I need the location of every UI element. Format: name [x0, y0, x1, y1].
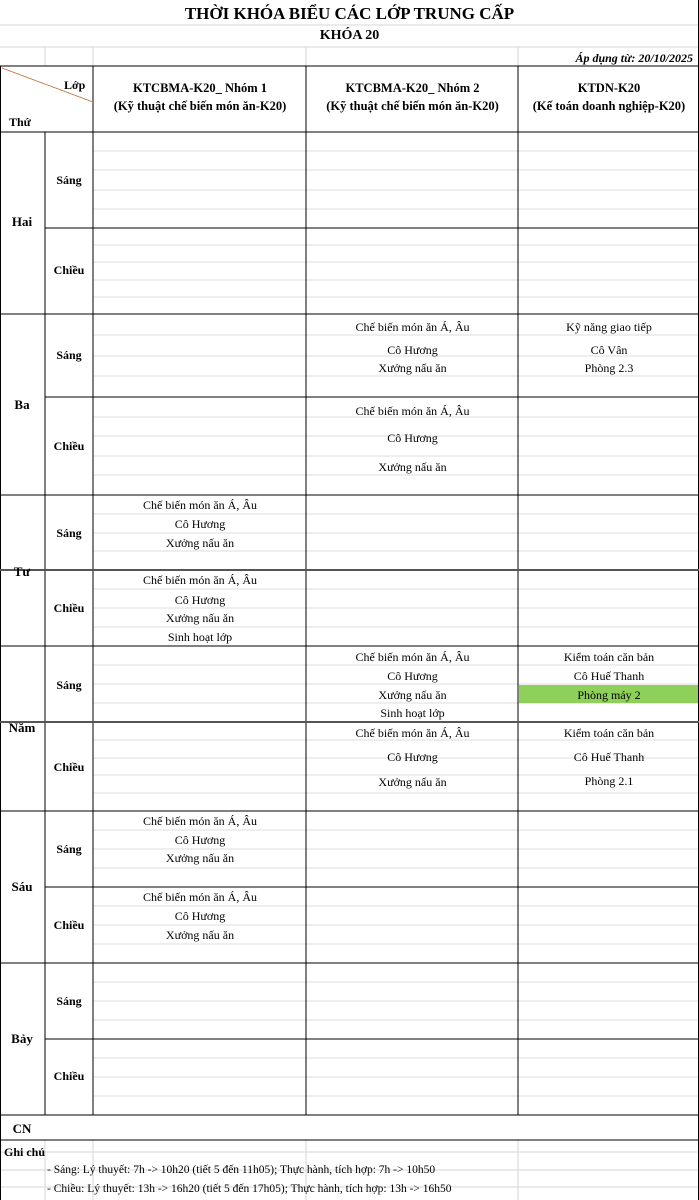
- session-chieu: Chiều: [53, 1069, 85, 1083]
- subject-name: Kỹ năng giao tiếp: [566, 320, 652, 334]
- teacher-name: Cô Hương: [174, 833, 226, 847]
- teacher-name: Cô Huế Thanh: [573, 750, 645, 764]
- session-sang: Sáng: [56, 348, 82, 362]
- room-name: Xưởng nấu ăn: [165, 611, 235, 625]
- subject-name: Chế biến món ăn Á, Âu: [355, 650, 470, 664]
- subject-name: Chế biến món ăn Á, Âu: [355, 726, 470, 740]
- room-name: Xưởng nấu ăn: [165, 928, 235, 942]
- class-2-name: (Kỹ thuật chế biến món ăn-K20): [326, 99, 499, 113]
- session-sang: Sáng: [56, 842, 82, 856]
- room-name: Phòng 2.1: [584, 774, 634, 788]
- class-1-name: (Kỹ thuật chế biến món ăn-K20): [113, 99, 287, 113]
- note-line-morning: - Sáng: Lý thuyết: 7h -> 10h20 (tiết 5 đến 11h05); Thực hành, tích hợp: 7h -> 10h50: [47, 1164, 436, 1176]
- teacher-name: Cô Hương: [387, 343, 438, 357]
- day-sau: Sáu: [11, 879, 33, 894]
- subject-name: Chế biến món ăn Á, Âu: [143, 890, 257, 904]
- subject-name: Kiểm toán căn bản: [563, 726, 655, 740]
- header-thu: Thứ: [9, 115, 31, 129]
- session-chieu: Chiều: [53, 439, 85, 453]
- session-sang: Sáng: [56, 173, 82, 187]
- page-title: THỜI KHÓA BIỂU CÁC LỚP TRUNG CẤP: [184, 4, 515, 23]
- teacher-name: Cô Hương: [174, 593, 226, 607]
- day-cn: CN: [12, 1121, 32, 1136]
- session-sang: Sáng: [56, 994, 82, 1008]
- room-name: Phòng 2.3: [584, 361, 634, 375]
- subject-name: Chế biến món ăn Á, Âu: [143, 573, 257, 587]
- room-name: Xưởng nấu ăn: [378, 460, 447, 474]
- session-sang: Sáng: [56, 526, 82, 540]
- session-chieu: Chiều: [53, 601, 85, 615]
- note-line-afternoon: - Chiều: Lý thuyết: 13h -> 16h20 (tiết 5 đến 17h05); Thực hành, tích hợp: 13h -> 16h50: [47, 1183, 452, 1195]
- subject-name: Chế biến món ăn Á, Âu: [143, 814, 257, 828]
- room-name: Xưởng nấu ăn: [165, 536, 235, 550]
- class-3-code: KTDN-K20: [577, 81, 641, 95]
- class-activity: Sinh hoạt lớp: [380, 706, 445, 720]
- room-name: Xưởng nấu ăn: [378, 361, 447, 375]
- class-activity: Sinh hoạt lớp: [167, 630, 233, 644]
- class-2-code: KTCBMA-K20_ Nhóm 2: [345, 81, 480, 95]
- room-name: Phòng máy 2: [577, 688, 641, 702]
- day-ba: Ba: [14, 397, 30, 412]
- teacher-name: Cô Hương: [174, 517, 226, 531]
- room-name: Xưởng nấu ăn: [378, 688, 447, 702]
- session-chieu: Chiều: [53, 760, 85, 774]
- subject-name: Chế biến món ăn Á, Âu: [355, 404, 470, 418]
- class-1-code: KTCBMA-K20_ Nhóm 1: [132, 81, 268, 95]
- teacher-name: Cô Hương: [387, 750, 438, 764]
- room-name: Xưởng nấu ăn: [165, 851, 235, 865]
- class-3-name: (Kế toán doanh nghiệp-K20): [532, 99, 686, 113]
- day-hai: Hai: [11, 214, 33, 229]
- subject-name: Chế biến món ăn Á, Âu: [355, 320, 470, 334]
- day-tu: Tư: [13, 564, 31, 579]
- applied-date: Áp dụng từ: 20/10/2025: [575, 51, 693, 65]
- day-bay: Bảy: [11, 1031, 33, 1046]
- session-chieu: Chiều: [53, 263, 85, 277]
- subject-name: Kiểm toán căn bản: [563, 650, 655, 664]
- day-nam: Năm: [8, 720, 36, 735]
- subject-name: Chế biến món ăn Á, Âu: [143, 498, 257, 512]
- session-sang: Sáng: [56, 678, 82, 692]
- teacher-name: Cô Hương: [174, 909, 226, 923]
- page-subtitle: KHÓA 20: [319, 28, 380, 43]
- teacher-name: Cô Vân: [590, 343, 628, 357]
- header-lop: Lớp: [64, 78, 86, 92]
- teacher-name: Cô Huế Thanh: [573, 669, 645, 683]
- teacher-name: Cô Hương: [387, 431, 438, 445]
- notes-label: Ghi chú: [4, 1145, 46, 1159]
- teacher-name: Cô Hương: [387, 669, 438, 683]
- session-chieu: Chiều: [53, 918, 85, 932]
- room-name: Xưởng nấu ăn: [378, 775, 447, 789]
